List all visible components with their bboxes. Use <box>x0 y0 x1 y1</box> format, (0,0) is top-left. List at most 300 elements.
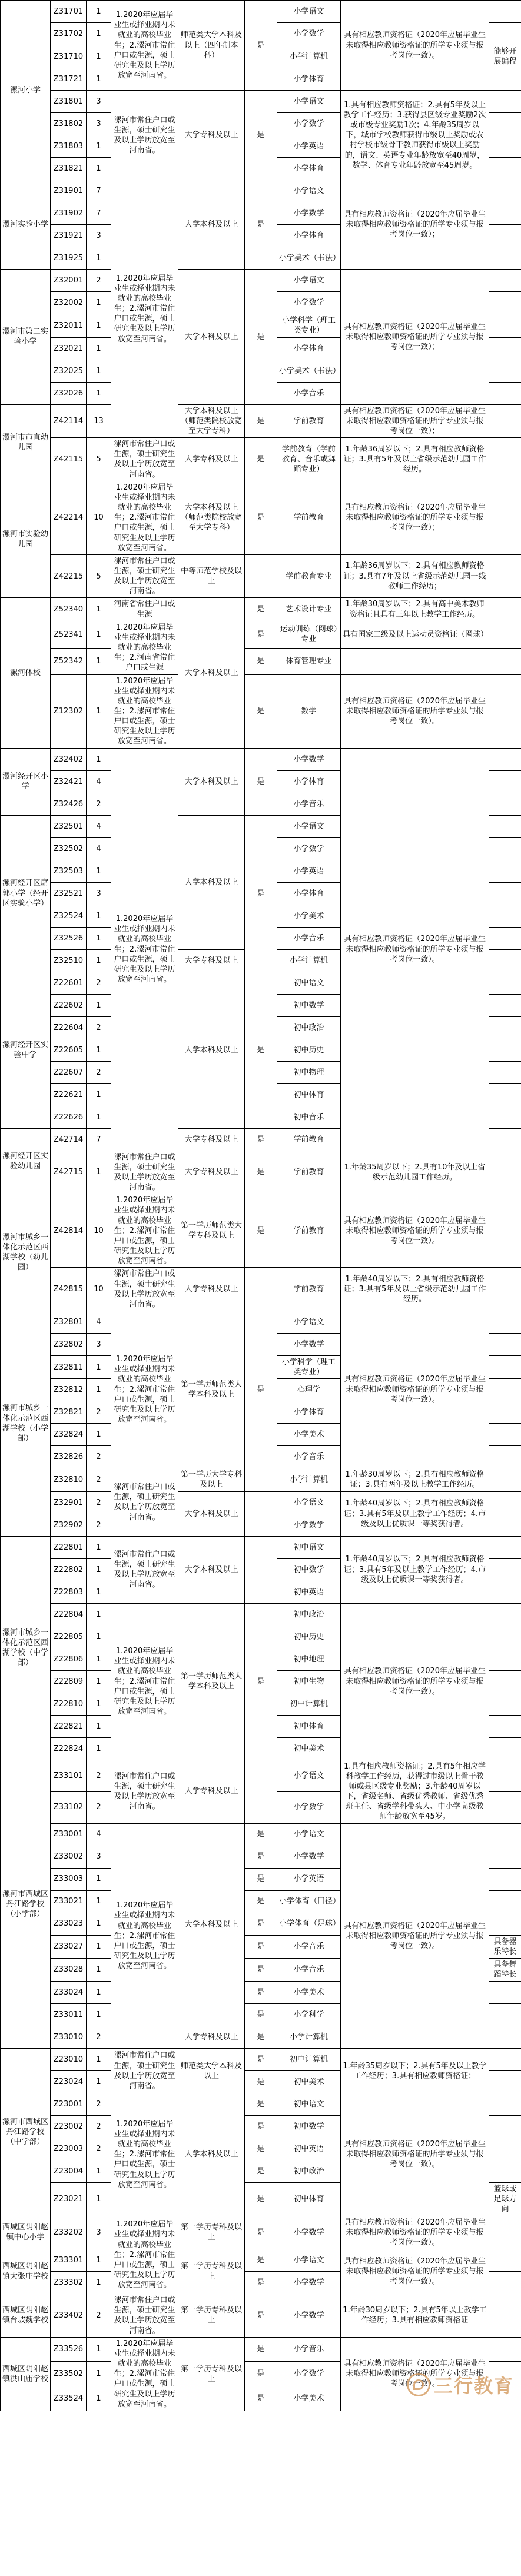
subject-cell: 学前教育专业 <box>277 554 341 598</box>
remark-cell <box>489 202 521 225</box>
opening-count-cell: 1 <box>87 23 111 45</box>
subject-cell: 初中语文 <box>277 1536 341 1558</box>
opening-count-cell: 2 <box>87 2093 111 2116</box>
position-code-cell: Z31802 <box>51 113 87 135</box>
remark-cell <box>489 621 521 648</box>
remark-cell <box>489 1061 521 1083</box>
position-code-cell: Z52342 <box>51 648 87 674</box>
recruit-scope-cell: 漯河市常住户口或生源，硕士研究生及以上学历放宽至河南省。 <box>111 1536 178 1603</box>
position-code-cell: Z32402 <box>51 748 87 770</box>
opening-count-cell: 1 <box>87 994 111 1016</box>
subject-cell: 初中物理 <box>277 1061 341 1083</box>
position-code-cell: Z32824 <box>51 1424 87 1446</box>
remark-cell <box>489 1311 521 1333</box>
remark-cell <box>489 1491 521 1514</box>
normal-position-cell: 是 <box>245 2294 277 2338</box>
remark-cell <box>489 91 521 113</box>
subject-cell: 初中英语 <box>277 1581 341 1603</box>
remark-cell <box>489 1737 521 1760</box>
subject-cell: 小学语文 <box>277 1491 341 1514</box>
normal-position-cell: 是 <box>245 2337 277 2362</box>
school-name-cell: 西城区阴阳赵镇中心小学 <box>1 2216 51 2249</box>
other-requirements-cell: 1.年龄30周岁以下；2.具有高中美术教师资格证且具有三年以上教学工作经历。 <box>341 598 489 621</box>
opening-count-cell: 2 <box>87 793 111 815</box>
subject-cell: 学前教育 <box>277 1151 341 1194</box>
remark-cell <box>489 1016 521 1039</box>
opening-count-cell: 1 <box>87 360 111 382</box>
remark-cell <box>489 1355 521 1378</box>
opening-count-cell: 4 <box>87 815 111 837</box>
education-requirement-cell: 大学本科及以上 <box>178 2093 245 2216</box>
remark-cell <box>489 1 521 23</box>
other-requirements-cell: 1.年龄40周岁以下；2.具有相应教师资格证；3.具有5年及以上教学工作经历；4.市级及以上优质课一等奖获得者。 <box>341 1536 489 1603</box>
normal-position-cell: 是 <box>245 438 277 481</box>
subject-cell: 初中体育 <box>277 1715 341 1737</box>
school-name-cell: 西城区阴阳赵镇洪山庙学校 <box>1 2337 51 2411</box>
normal-position-cell <box>245 554 277 598</box>
remark-cell <box>489 1603 521 1626</box>
other-requirements-cell: 具有相应教师资格证（2020年应届毕业生未取得相应教师资格证的所学专业须与报考岗位一致）。 <box>341 1823 489 2049</box>
normal-position-cell: 是 <box>245 270 277 404</box>
subject-cell: 小学体育 <box>277 158 341 180</box>
normal-position-cell: 是 <box>245 598 277 621</box>
opening-count-cell: 7 <box>87 202 111 225</box>
opening-count-cell: 2 <box>87 1468 111 1491</box>
position-code-cell: Z31710 <box>51 45 87 68</box>
remark-cell <box>489 1982 521 2004</box>
opening-count-cell: 1 <box>87 1890 111 1913</box>
remark-cell <box>489 23 521 45</box>
remark-cell <box>489 225 521 247</box>
remark-cell <box>489 1083 521 1106</box>
subject-cell: 小学英语 <box>277 1868 341 1890</box>
opening-count-cell: 1 <box>87 1581 111 1603</box>
normal-position-cell: 是 <box>245 2004 277 2026</box>
remark-cell <box>489 1693 521 1715</box>
subject-cell: 小学音乐 <box>277 1958 341 1981</box>
subject-cell: 小学美术 <box>277 905 341 927</box>
position-code-cell: Z32802 <box>51 1333 87 1355</box>
opening-count-cell: 1 <box>87 927 111 949</box>
remark-cell <box>489 1558 521 1581</box>
subject-cell: 初中政治 <box>277 1603 341 1626</box>
position-code-cell: Z33021 <box>51 1890 87 1913</box>
remark-cell <box>489 292 521 314</box>
opening-count-cell: 1 <box>87 1982 111 2004</box>
recruit-scope-cell: 1.2020年应届毕业生或择业期内未就业的高校毕业生；2.漯河市常住户口或生源，硕士研究生及以上学历放宽至河南省。 <box>111 2337 178 2411</box>
remark-cell <box>489 1401 521 1424</box>
opening-count-cell: 1 <box>87 158 111 180</box>
position-code-cell: Z32510 <box>51 949 87 972</box>
subject-cell: 小学语文 <box>277 1311 341 1333</box>
subject-cell: 小学音乐 <box>277 1935 341 1958</box>
school-name-cell: 漯河市实验幼儿园 <box>1 481 51 598</box>
position-code-cell: Z42214 <box>51 481 87 554</box>
school-name-cell: 漯河市西城区丹江路学校（小学部） <box>1 1760 51 2049</box>
remark-cell <box>489 994 521 1016</box>
remark-cell <box>489 1581 521 1603</box>
subject-cell: 小学美术 <box>277 1424 341 1446</box>
position-code-cell: Z33028 <box>51 1958 87 1981</box>
normal-position-cell: 是 <box>245 1311 277 1468</box>
opening-count-cell: 1 <box>87 45 111 68</box>
subject-cell: 小学体育 <box>277 225 341 247</box>
subject-cell: 小学语文 <box>277 180 341 202</box>
position-code-cell: Z42814 <box>51 1194 87 1268</box>
normal-position-cell: 是 <box>245 621 277 648</box>
opening-count-cell: 1 <box>87 905 111 927</box>
position-code-cell: Z22803 <box>51 1581 87 1603</box>
education-requirement-cell: 大学专科及以上 <box>178 1268 245 1311</box>
subject-cell: 小学体育（足球） <box>277 1913 341 1935</box>
opening-count-cell: 1 <box>87 1039 111 1061</box>
remark-cell <box>489 2386 521 2411</box>
education-requirement-cell: 大学专科及以上 <box>178 91 245 180</box>
other-requirements-cell: 1.年龄36周岁以下；2.具有相应教师资格证；3.具有5年及以上省级示范幼儿园工作经历。 <box>341 438 489 481</box>
positions-table-body <box>1 1 521 2411</box>
education-requirement-cell: 第一学历师范类大学本科及以上 <box>178 1603 245 1760</box>
position-code-cell: Z32002 <box>51 292 87 314</box>
opening-count-cell: 1 <box>87 1 111 23</box>
subject-cell: 小学数学 <box>277 2294 341 2338</box>
opening-count-cell: 5 <box>87 438 111 481</box>
opening-count-cell: 4 <box>87 1311 111 1333</box>
subject-cell: 小学美术 <box>277 2386 341 2411</box>
opening-count-cell: 10 <box>87 1194 111 1268</box>
position-code-cell: Z33202 <box>51 2216 87 2249</box>
remark-cell <box>489 1536 521 1558</box>
opening-count-cell: 3 <box>87 1846 111 1868</box>
opening-count-cell: 1 <box>87 2249 111 2272</box>
opening-count-cell: 1 <box>87 2183 111 2216</box>
remark-cell <box>489 1151 521 1194</box>
school-name-cell: 西城区阴阳赵镇大张庄学校 <box>1 2249 51 2294</box>
remark-cell <box>489 1760 521 1791</box>
subject-cell: 小学音乐 <box>277 2337 341 2362</box>
remark-cell: 具备舞蹈特长 <box>489 1958 521 1981</box>
remark-cell <box>489 972 521 994</box>
subject-cell: 小学体育 <box>277 1401 341 1424</box>
other-requirements-cell: 具有相应教师资格证（2020年应届毕业生未取得相应教师资格证的所学专业须与报考岗位一致）； <box>341 481 489 554</box>
opening-count-cell: 1 <box>87 337 111 360</box>
other-requirements-cell: 1.具有相应教师资格证；2.具有5年相应学科教学工作经历，获得过市级以上骨干教师或县区级专业奖励；3.年龄40周岁以下，省级名师、省级优秀教师、省级优秀班主任、省级学科带头人、中小学高级教师年龄放宽至45岁。 <box>341 1760 489 1823</box>
opening-count-cell: 1 <box>87 68 111 91</box>
opening-count-cell: 1 <box>87 1913 111 1935</box>
subject-cell: 初中数学 <box>277 2116 341 2138</box>
remark-cell <box>489 2249 521 2272</box>
remark-cell <box>489 2093 521 2116</box>
position-code-cell: Z31702 <box>51 23 87 45</box>
remark-cell <box>489 2071 521 2093</box>
position-code-cell: Z31925 <box>51 247 87 270</box>
subject-cell: 小学语文 <box>277 91 341 113</box>
opening-count-cell: 1 <box>87 2272 111 2294</box>
remark-cell <box>489 2138 521 2160</box>
normal-position-cell: 是 <box>245 404 277 437</box>
other-requirements-cell: 具有相应教师资格证（2020年应届毕业生未取得相应教师资格证的所学专业须与报考岗位一致）。 <box>341 2093 489 2216</box>
opening-count-cell: 2 <box>87 2116 111 2138</box>
education-requirement-cell: 大学本科及以上 <box>178 180 245 270</box>
opening-count-cell: 1 <box>87 1151 111 1194</box>
subject-cell: 小学计算机 <box>277 1468 341 1491</box>
recruit-scope-cell: 漯河市常住户口或生源，硕士研究生及以上学历放宽至河南省。 <box>111 1468 178 1536</box>
remark-cell <box>489 1379 521 1401</box>
subject-cell: 小学数学 <box>277 23 341 45</box>
normal-position-cell: 是 <box>245 2116 277 2138</box>
position-code-cell: Z12302 <box>51 674 87 748</box>
other-requirements-cell: 1.年龄40周岁以下；2.具有相应教师资格证；3.具有5年及以上教学工作经历；4.市级及以上优质课一等奖获得者。 <box>341 1491 489 1536</box>
position-code-cell: Z33001 <box>51 1823 87 1846</box>
remark-cell <box>489 2049 521 2071</box>
other-requirements-cell: 具有相应教师资格证（2020年应届毕业生未取得相应教师资格证的所学专业须与报考岗位一致）； <box>341 270 489 404</box>
other-requirements-cell: 具有相应教师资格证（2020年应届毕业生未取得相应教师资格证的所学专业须与报考岗位一致）。 <box>341 1311 489 1468</box>
opening-count-cell: 1 <box>87 1083 111 1106</box>
recruit-scope-cell: 1.2020年应届毕业生或择业期内未就业的高校毕业生；2.漯河市常住户口或生源，硕士研究生及以上学历放宽至河南省。 <box>111 1 178 91</box>
opening-count-cell: 1 <box>87 1626 111 1648</box>
education-requirement-cell: 大学本科及以上 <box>178 598 245 748</box>
position-code-cell: Z23003 <box>51 2138 87 2160</box>
normal-position-cell: 是 <box>245 2216 277 2249</box>
position-code-cell: Z22804 <box>51 1603 87 1626</box>
remark-cell <box>489 113 521 135</box>
education-requirement-cell: 第一学历师范类大学专科及以上 <box>178 1194 245 1268</box>
education-requirement-cell: 第一学历专科及以上 <box>178 2216 245 2249</box>
opening-count-cell: 2 <box>87 1791 111 1823</box>
opening-count-cell: 1 <box>87 135 111 158</box>
opening-count-cell: 1 <box>87 2160 111 2183</box>
position-code-cell: Z42815 <box>51 1268 87 1311</box>
opening-count-cell: 1 <box>87 1693 111 1715</box>
other-requirements-cell: 1.年龄35周岁以下；2.具有10年及以上省级示范幼儿园工作经历。 <box>341 1151 489 1194</box>
position-code-cell: Z32902 <box>51 1514 87 1536</box>
opening-count-cell: 2 <box>87 1760 111 1791</box>
opening-count-cell: 1 <box>87 382 111 404</box>
subject-cell: 初中数学 <box>277 994 341 1016</box>
normal-position-cell: 是 <box>245 2093 277 2116</box>
school-name-cell: 西城区阴阳赵镇台坡魏学校 <box>1 2294 51 2338</box>
normal-position-cell: 是 <box>245 674 277 748</box>
normal-position-cell: 是 <box>245 1151 277 1194</box>
education-requirement-cell: 大学本科及以上 <box>178 1491 245 1536</box>
remark-cell <box>489 404 521 437</box>
school-name-cell: 漯河实验小学 <box>1 180 51 270</box>
remark-cell <box>489 481 521 554</box>
education-requirement-cell: 第一学历专科及以上 <box>178 2249 245 2294</box>
position-code-cell: Z33002 <box>51 1846 87 1868</box>
school-name-cell: 漯河市西城区丹江路学校（中学部） <box>1 2049 51 2216</box>
subject-cell: 小学音乐 <box>277 382 341 404</box>
opening-count-cell: 1 <box>87 1670 111 1693</box>
position-code-cell: Z42714 <box>51 1128 87 1151</box>
remark-cell <box>489 837 521 860</box>
school-name-cell: 漯河市第二实验小学 <box>1 270 51 404</box>
education-requirement-cell: 大学本科及以上 <box>178 1823 245 2026</box>
education-requirement-cell: 大学专科及以上 <box>178 438 245 481</box>
subject-cell: 小学语文 <box>277 270 341 292</box>
recruit-scope-cell: 漯河市常住户口或生源，硕士研究生及以上学历放宽至河南省。 <box>111 554 178 598</box>
subject-cell: 初中体育 <box>277 1083 341 1106</box>
position-code-cell: Z22801 <box>51 1536 87 1558</box>
education-requirement-cell: 大学本科及以上 <box>178 972 245 1128</box>
opening-count-cell: 1 <box>87 860 111 882</box>
other-requirements-cell: 具有相应教师资格证（2020年应届毕业生未取得相应教师资格证的所学专业须与报考岗位一致）。 <box>341 2337 489 2411</box>
opening-count-cell: 2 <box>87 1446 111 1468</box>
subject-cell: 初中语文 <box>277 972 341 994</box>
opening-count-cell: 1 <box>87 2049 111 2071</box>
subject-cell: 初中数学 <box>277 1558 341 1581</box>
remark-cell <box>489 1514 521 1536</box>
subject-cell: 小学体育 <box>277 882 341 905</box>
recruit-scope-cell: 漯河市常住户口或生源，硕士研究生及以上学历放宽至河南省。 <box>111 2049 178 2093</box>
opening-count-cell: 4 <box>87 770 111 793</box>
subject-cell: 小学美术（书法） <box>277 360 341 382</box>
position-code-cell: Z32011 <box>51 314 87 337</box>
normal-position-cell: 是 <box>245 2049 277 2071</box>
normal-position-cell: 是 <box>245 815 277 972</box>
position-code-cell: Z52341 <box>51 621 87 648</box>
remark-cell <box>489 1268 521 1311</box>
normal-position-cell: 是 <box>245 1603 277 1760</box>
subject-cell: 初中美术 <box>277 1737 341 1760</box>
subject-cell: 小学英语 <box>277 860 341 882</box>
other-requirements-cell <box>341 648 489 674</box>
recruit-scope-cell: 1.2020年应届毕业生或择业期内未就业的高校毕业生；2.漯河市常住户口或生源，硕士研究生及以上学历放宽至河南省。 <box>111 1603 178 1760</box>
normal-position-cell: 是 <box>245 1194 277 1268</box>
position-code-cell: Z42215 <box>51 554 87 598</box>
other-requirements-cell: 1.年龄30周岁以下；2.具有相应教师资格证；3.具有两年及以上教学工作经历。 <box>341 1468 489 1491</box>
subject-cell: 小学数学 <box>277 2216 341 2249</box>
recruit-scope-cell: 漯河市常住户口或生源，硕士研究生及以上学历放宽至河南省。 <box>111 91 178 180</box>
education-requirement-cell: 大学本科及以上 <box>178 815 245 949</box>
other-requirements-cell: 具有相应教师资格证（2020年应届毕业生未取得相应教师资格证的所学专业须与报考岗位一致）。 <box>341 2249 489 2294</box>
normal-position-cell: 是 <box>245 972 277 1128</box>
opening-count-cell: 1 <box>87 648 111 674</box>
position-code-cell: Z33011 <box>51 2004 87 2026</box>
position-code-cell: Z22824 <box>51 1737 87 1760</box>
position-code-cell: Z33023 <box>51 1913 87 1935</box>
normal-position-cell: 是 <box>245 1913 277 1935</box>
subject-cell: 小学数学 <box>277 202 341 225</box>
position-code-cell: Z22621 <box>51 1083 87 1106</box>
opening-count-cell: 1 <box>87 2386 111 2411</box>
school-name-cell: 漯河市城乡一体化示范区西湖学校（小学部） <box>1 1311 51 1536</box>
education-requirement-cell: 第一学历大学专科及以上 <box>178 1468 245 1491</box>
other-requirements-cell: 具有国家二级及以上运动员资格证（网球） <box>341 621 489 648</box>
normal-position-cell: 是 <box>245 1982 277 2004</box>
position-code-cell: Z33402 <box>51 2294 87 2338</box>
normal-position-cell: 是 <box>245 2386 277 2411</box>
remark-cell <box>489 554 521 598</box>
other-requirements-cell: 具有相应教师资格证（2020年应届毕业生未取得相应教师资格证的所学专业须与报考岗位一致）。 <box>341 2216 489 2249</box>
position-code-cell: Z22821 <box>51 1715 87 1737</box>
opening-count-cell: 3 <box>87 91 111 113</box>
remark-cell <box>489 180 521 202</box>
opening-count-cell: 1 <box>87 2337 111 2362</box>
recruit-scope-cell: 漯河市常住户口或生源，硕士研究生及以上学历放宽至河南省。 <box>111 2294 178 2338</box>
opening-count-cell: 1 <box>87 2362 111 2386</box>
recruit-scope-cell: 漯河市常住户口或生源，硕士研究生及以上学历放宽至河南省。 <box>111 1268 178 1311</box>
position-code-cell: Z31921 <box>51 225 87 247</box>
position-code-cell: Z33524 <box>51 2386 87 2411</box>
normal-position-cell <box>245 1491 277 1536</box>
normal-position-cell <box>245 1536 277 1603</box>
opening-count-cell: 2 <box>87 1514 111 1536</box>
subject-cell: 小学数学 <box>277 748 341 770</box>
recruit-scope-cell: 1.2020年应届毕业生或择业期内未就业的高校毕业生；2.漯河市常住户口或生源，硕士研究生及以上学历放宽至河南省。 <box>111 1823 178 2049</box>
opening-count-cell: 2 <box>87 2138 111 2160</box>
recruit-scope-cell: 1.2020年应届毕业生或择业期内未就业的高校毕业生；2.漯河市常住户口或生源，硕士研究生及以上学历放宽至河南省。 <box>111 1194 178 1268</box>
remark-cell <box>489 1715 521 1737</box>
other-requirements-cell: 具有相应教师资格证（2020年应届毕业生未取得相应教师资格证的所学专业须与报考岗位一致）。 <box>341 674 489 748</box>
remark-cell <box>489 860 521 882</box>
normal-position-cell: 是 <box>245 1890 277 1913</box>
position-code-cell: Z23002 <box>51 2116 87 2138</box>
subject-cell: 初中政治 <box>277 2160 341 2183</box>
remark-cell <box>489 337 521 360</box>
other-requirements-cell: 1.年龄40周岁以下；2.具有相应教师资格证；3.具有5年及以上省级示范幼儿园工作经历。 <box>341 1268 489 1311</box>
education-requirement-cell: 师范类大学本科及以上 <box>178 2049 245 2093</box>
other-requirements-cell: 1.具有相应教师资格证；2.具有5年及以上教学工作经历；3.获得县区级专业奖励2次或市级专业奖励1次；4.年龄35周岁以下，城市学校教师获得市级以上奖励或农村学校市级骨干教师获得市级以上奖励的，语文、英语专业年龄放宽至40周岁，数学、体育专业年龄放宽至45周岁。 <box>341 91 489 180</box>
recruit-scope-cell: 1.2020年应届毕业生或择业期内未就业的高校毕业生；2.漯河市常住户口或生源，硕士研究生及以上学历放宽至河南省。 <box>111 1311 178 1468</box>
education-requirement-cell: 大学本科及以上 <box>178 1536 245 1603</box>
position-code-cell: Z42715 <box>51 1151 87 1194</box>
subject-cell: 小学计算机 <box>277 949 341 972</box>
normal-position-cell: 是 <box>245 1935 277 1958</box>
subject-cell: 初中历史 <box>277 1039 341 1061</box>
normal-position-cell: 是 <box>245 180 277 270</box>
recruit-scope-cell: 1.2020年应届毕业生或择业期内未就业的高校毕业生；2.河南省常住户口或生源 <box>111 621 178 674</box>
normal-position-cell: 是 <box>245 1868 277 1890</box>
position-code-cell: Z33526 <box>51 2337 87 2362</box>
recruit-scope-cell: 1.2020年应届毕业生或择业期内未就业的高校毕业生；2.漯河市常住户口或生源，硕士研究生及以上学历放宽至河南省。 <box>111 180 178 438</box>
position-code-cell: Z23024 <box>51 2071 87 2093</box>
subject-cell: 小学数学 <box>277 837 341 860</box>
position-code-cell: Z22626 <box>51 1106 87 1128</box>
position-code-cell: Z22810 <box>51 1693 87 1715</box>
subject-cell: 小学音乐 <box>277 793 341 815</box>
watermark-text: 三行教育 <box>433 2374 514 2397</box>
remark-cell <box>489 1106 521 1128</box>
other-requirements-cell: 具有相应教师资格证（2020年应届毕业生未取得相应教师资格证的所学专业须与报考岗位一致）。 <box>341 1603 489 1760</box>
position-code-cell: Z22805 <box>51 1626 87 1648</box>
opening-count-cell: 2 <box>87 2026 111 2049</box>
other-requirements-cell: 具有相应教师资格证（2020年应届毕业生未取得相应教师资格证的所学专业须与报考岗位一致）。 <box>341 748 489 1151</box>
normal-position-cell: 是 <box>245 481 277 554</box>
remark-cell <box>489 1333 521 1355</box>
subject-cell: 小学体育 <box>277 337 341 360</box>
education-requirement-cell: 大学本科及以上 <box>178 748 245 815</box>
subject-cell: 学前教育 <box>277 1128 341 1151</box>
normal-position-cell: 是 <box>245 1128 277 1151</box>
subject-cell: 初中音乐 <box>277 1106 341 1128</box>
normal-position-cell: 是 <box>245 2183 277 2216</box>
remark-cell <box>489 598 521 621</box>
education-requirement-cell: 师范类大学本科及以上（四年制本科） <box>178 1 245 91</box>
recruit-scope-cell: 漯河市常住户口或生源，硕士研究生及以上学历放宽至河南省。 <box>111 1760 178 1823</box>
remark-cell <box>489 748 521 770</box>
school-name-cell: 漯河市城乡一体化示范区西湖学校（幼儿园） <box>1 1194 51 1311</box>
opening-count-cell: 1 <box>87 1868 111 1890</box>
subject-cell: 初中生物 <box>277 1670 341 1693</box>
normal-position-cell: 是 <box>245 648 277 674</box>
remark-cell: 具备器乐特长 <box>489 1935 521 1958</box>
subject-cell: 初中计算机 <box>277 2049 341 2071</box>
subject-cell: 小学体育（田径） <box>277 1890 341 1913</box>
remark-cell <box>489 674 521 748</box>
remark-cell <box>489 1670 521 1693</box>
position-code-cell: Z33302 <box>51 2272 87 2294</box>
normal-position-cell: 是 <box>245 2071 277 2093</box>
